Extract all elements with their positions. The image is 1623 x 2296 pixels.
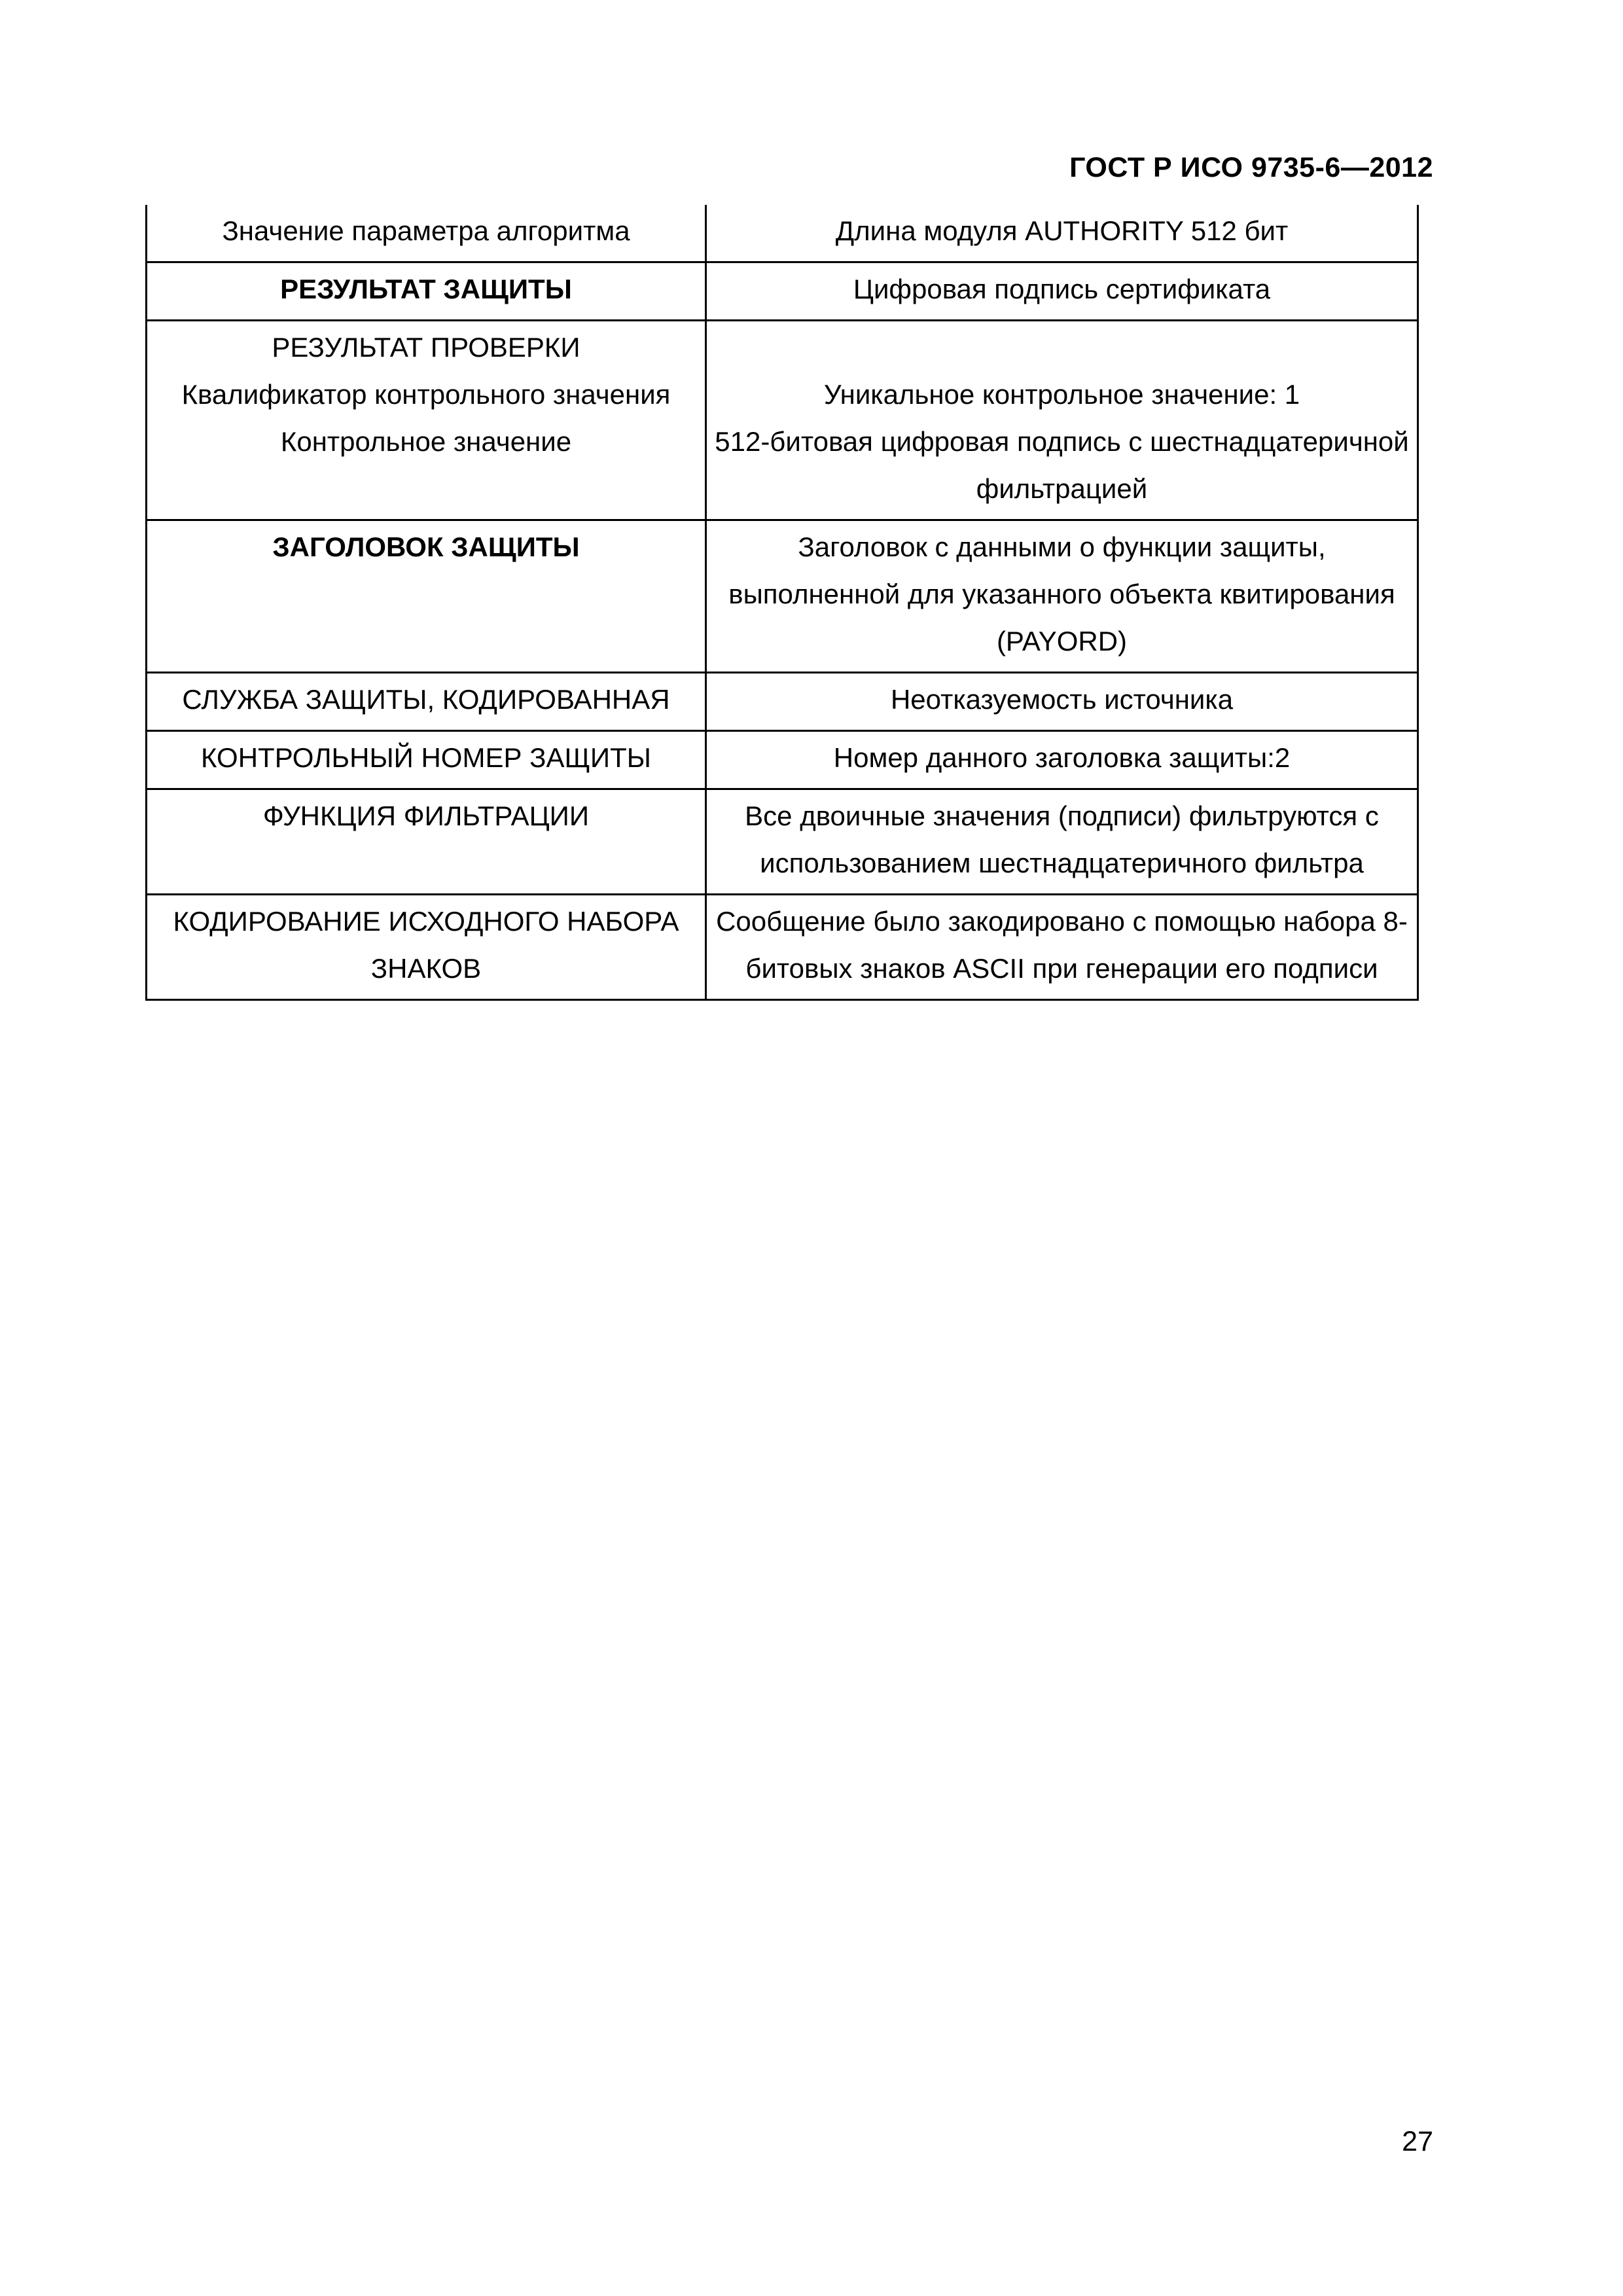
cell-text-line: Заголовок с данными о функции защиты, (798, 531, 1326, 562)
cell-text-line: КОДИРОВАНИЕ ИСХОДНОГО НАБОРА (173, 906, 679, 937)
table-row (147, 520, 1418, 673)
cell-text-line: Уникальное контрольное значение: 1 (823, 379, 1300, 410)
cell-text-line: Контрольное значение (280, 426, 572, 457)
cell-text-line: КОНТРОЛЬНЫЙ НОМЕР ЗАЩИТЫ (201, 742, 651, 773)
cell-parameter (147, 321, 706, 520)
cell-parameter (147, 673, 706, 731)
table-row (147, 205, 1418, 262)
cell-text-line: ФУНКЦИЯ ФИЛЬТРАЦИИ (262, 800, 590, 831)
cell-text-line: выполненной для указанного объекта квитирования (728, 579, 1395, 609)
cell-text-line: Цифровая подпись сертификата (853, 274, 1271, 304)
cell-parameter (147, 895, 706, 1000)
cell-text-line: фильтрацией (976, 473, 1148, 504)
cell-text-line: СЛУЖБА ЗАЩИТЫ, КОДИРОВАННАЯ (182, 684, 670, 715)
table-row (147, 895, 1418, 1000)
cell-text-line: использованием шестнадцатеричного фильтра (760, 848, 1364, 878)
cell-text-line: Номер данного заголовка защиты:2 (833, 742, 1291, 773)
cell-text-line: ЗНАКОВ (370, 953, 482, 984)
cell-value (706, 789, 1418, 895)
cell-text-line: РЕЗУЛЬТАТ ПРОВЕРКИ (272, 332, 580, 363)
cell-text-line: ЗАГОЛОВОК ЗАЩИТЫ (272, 531, 580, 562)
cell-value (706, 731, 1418, 789)
cell-parameter (147, 205, 706, 262)
cell-value (706, 520, 1418, 673)
cell-text-line: Длина модуля AUTHORITY 512 бит (835, 215, 1289, 246)
table-body (147, 205, 1418, 1000)
cell-value (706, 262, 1418, 321)
cell-value (706, 205, 1418, 262)
cell-text-line (712, 324, 1412, 371)
cell-parameter (147, 731, 706, 789)
table-row (147, 262, 1418, 321)
cell-text-line: битовых знаков ASCII при генерации его подписи (745, 953, 1378, 984)
cell-value (706, 321, 1418, 520)
document-code-header: ГОСТ Р ИСО 9735-6—2012 (1069, 152, 1433, 183)
cell-text-line: 512-битовая цифровая подпись с шестнадцатеричной (715, 426, 1409, 457)
cell-parameter (147, 520, 706, 673)
cell-text-line: Все двоичные значения (подписи) фильтруются с (745, 800, 1379, 831)
table-row (147, 321, 1418, 520)
cell-parameter (147, 262, 706, 321)
cell-parameter (147, 789, 706, 895)
table-row (147, 789, 1418, 895)
cell-text-line: Сообщение было закодировано с помощью набора 8- (716, 906, 1408, 937)
table-row (147, 731, 1418, 789)
cell-value (706, 895, 1418, 1000)
cell-text-line: Значение параметра алгоритма (222, 215, 630, 246)
table-row (147, 673, 1418, 731)
cell-value (706, 673, 1418, 731)
cell-text-line: Квалификатор контрольного значения (181, 379, 671, 410)
parameters-table (145, 205, 1419, 1001)
page-number: 27 (1402, 2126, 1433, 2157)
cell-text-line: Неотказуемость источника (890, 684, 1234, 715)
cell-text-line: РЕЗУЛЬТАТ ЗАЩИТЫ (280, 274, 572, 304)
cell-text-line: (PAYORD) (996, 626, 1128, 656)
